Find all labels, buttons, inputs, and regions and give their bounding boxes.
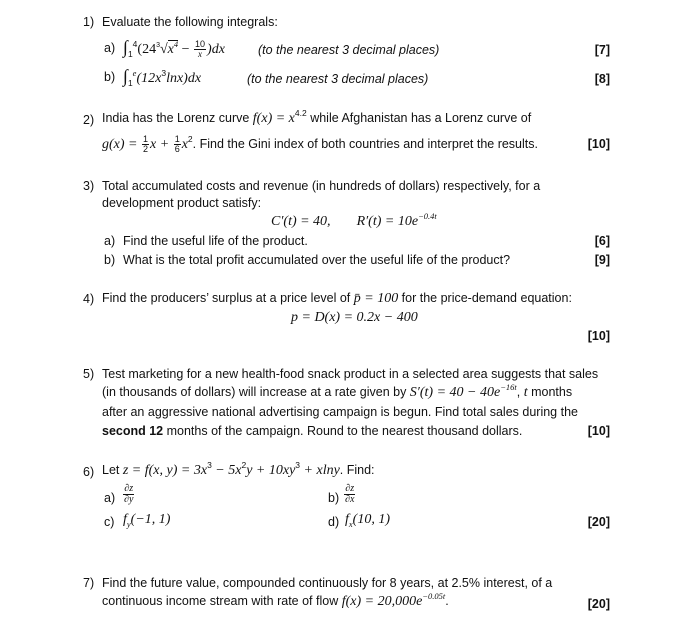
q6b-partial: $\frac{\partial z}{\partial x}$ — [345, 483, 355, 505]
q3-line1: Total accumulated costs and revenue (in hundreds of dollars) respectively, for a — [102, 179, 541, 193]
q2-marks: [10] — [587, 137, 610, 151]
q3-equations: C′(t) = 40, $R'(t) = 10e^{-0.4t}$ — [271, 211, 437, 229]
q1b-label: b) — [104, 70, 116, 84]
q2-line1: India has the Lorenz curve $f(x) = x^{4.2}$ while Afghanistan has a Lorenz curve of — [102, 108, 532, 126]
q2-line2: g(x) = $\frac{1}{2}$ x + $\frac{1}{6}$ $x^2$. Find the Gini index of both countries and interpret the results. — [102, 133, 538, 154]
q7-marks: [20] — [587, 597, 610, 611]
q1b-marks: [8] — [594, 72, 610, 86]
q5-line2: (in thousands of dollars) will increase at a rate given by $S'(t) = 40 - 40e^{-16t}$, t months — [102, 382, 573, 400]
q6a-label: a) — [104, 491, 116, 505]
q3a-marks: [6] — [594, 234, 610, 248]
q6a-partial: $\frac{\partial z}{\partial y}$ — [124, 483, 134, 505]
q5-line3: after an aggressive national advertising campaign is begun. Find total sales during the — [102, 405, 578, 419]
q5-line1: Test marketing for a new health-food snack product in a selected area suggests that sales — [102, 367, 599, 381]
q3-line2: development product satisfy: — [102, 196, 262, 210]
q4-line1: Find the producers’ surplus at a price level of p̄ = 100 for the price-demand equation: — [102, 291, 572, 306]
q6d-label: d) — [328, 515, 340, 529]
q6c-label: c) — [104, 515, 115, 529]
q1b-integral: $\int_1^e(12x^3\ln x)dx$ — [123, 66, 202, 88]
q6c-expr: $f_y(-1$, 1) — [123, 512, 171, 529]
q1a-note: (to the nearest 3 decimal places) — [258, 43, 440, 57]
q5-line4: second 12 months of the campaign. Round to the nearest thousand dollars. — [102, 424, 523, 438]
q1-number: 1) — [83, 15, 95, 29]
q5-number: 5) — [83, 367, 95, 381]
q1-stem: Evaluate the following integrals: — [102, 15, 278, 29]
q7-line2: continuous income stream with rate of flow $f(x) = 20,000e^{-0.05t}$. — [102, 591, 449, 609]
q6b-label: b) — [328, 491, 340, 505]
q4-equation: p = D(x) = 0.2x − 400 — [291, 310, 418, 325]
q6d-expr: $f_x(10$, 1) — [345, 512, 390, 529]
q7-line1: Find the future value, compounded continuously for 8 years, at 2.5% interest, of a — [102, 576, 553, 590]
q1a-marks: [7] — [594, 43, 610, 57]
q1a-integral: $\int_1^4(24^3√x^4$ − $\frac{10}{x}$ )dx — [123, 37, 225, 60]
q3b-text: What is the total profit accumulated over the useful life of the product? — [123, 253, 511, 267]
q7-number: 7) — [83, 576, 95, 590]
q3a-text: Find the useful life of the product. — [123, 234, 308, 248]
q6-marks: [20] — [587, 515, 610, 529]
q3b-label: b) — [104, 253, 116, 267]
q3-number: 3) — [83, 179, 95, 193]
q6-number: 6) — [83, 465, 95, 479]
q6-stem: Let z = f(x, $y) = 3x^3 - 5x^2y + 10xy^3 + xlny$. Find: — [102, 460, 375, 478]
q4-marks: [10] — [587, 329, 610, 343]
q2-number: 2) — [83, 113, 95, 127]
q5-marks: [10] — [587, 424, 610, 438]
q3b-marks: [9] — [594, 253, 610, 267]
q3a-label: a) — [104, 234, 116, 248]
q4-number: 4) — [83, 292, 95, 306]
q1a-label: a) — [104, 41, 116, 55]
q1b-note: (to the nearest 3 decimal places) — [247, 72, 429, 86]
